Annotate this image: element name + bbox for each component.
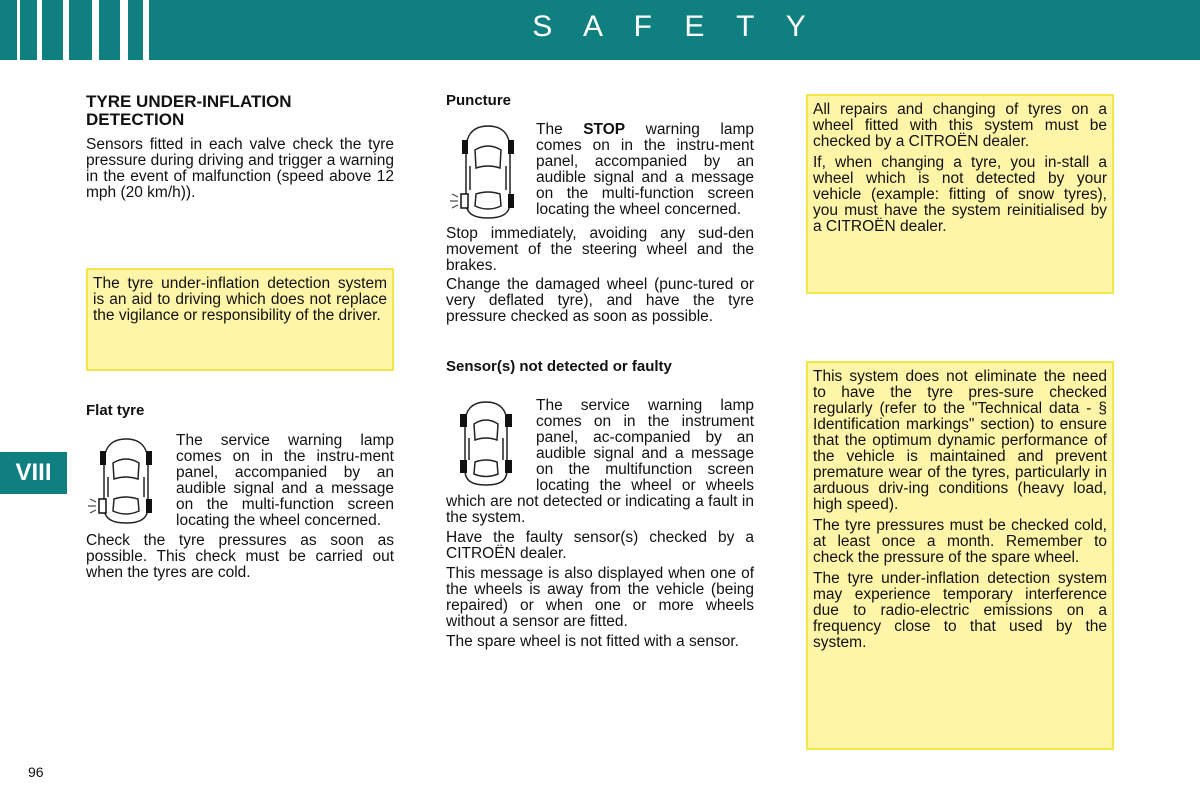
section-heading: TYRE UNDER-INFLATION DETECTION: [86, 92, 292, 129]
chapter-tab: VIII: [0, 452, 67, 494]
sensor-message-text: This message is also displayed when one of the wheels is away from the vehicle (being repaired) or when one or more wheels without a sensor are fitted.: [446, 565, 754, 630]
car-flat-tyre-icon: [86, 433, 166, 527]
puncture-stop-text: Stop immediately, avoiding any sud-den movement of the steering wheel and the brakes.: [446, 225, 754, 274]
sensor-section: [446, 358, 754, 650]
car-sensor-icon: [446, 398, 526, 488]
note-paragraph: This system does not eliminate the need to have the tyre pres-sure checked regularly (refer to the "Technical data - § Identification markings" section) to ensure that the optimum dynamic performance of the vehicle is maintained and prevent premature wear of the tyres, particularly in arduous driv-ing conditions (heavy load, high speed).: [813, 368, 1107, 513]
puncture-text-pre: The: [536, 121, 584, 138]
header-bar: [0, 0, 1200, 60]
flat-tyre-advice: Check the tyre pressures as soon as possible. This check must be carried out when the tyres are cold.: [86, 532, 394, 581]
note-paragraph: The tyre pressures must be checked cold, at least once a month. Remember to check the pressure of the spare wheel.: [813, 517, 1107, 566]
page-title: S A F E T Y: [532, 10, 818, 43]
note-text: The tyre under-inflation detection system is an aid to driving which does not replace the vigilance or responsibility of the driver.: [93, 275, 387, 324]
sensor-heading: Sensor(s) not detected or faulty: [446, 358, 672, 375]
puncture-text-post: warning lamp comes on in the instru-ment panel, accompanied by an audible signal and a message on the multi-function screen locating the wheel concerned.: [536, 121, 754, 218]
spare-wheel-text: The spare wheel is not fitted with a sensor.: [446, 633, 739, 650]
header-stripe: [37, 0, 42, 60]
header-stripe: [92, 0, 99, 60]
sensor-dealer-text: Have the faulty sensor(s) checked by a CITROËN dealer.: [446, 529, 754, 562]
header-stripe: [17, 0, 20, 60]
page-number: 96: [28, 764, 44, 780]
pressure-note: [806, 361, 1114, 750]
sensor-text: The service warning lamp comes on in the instrument panel, ac-companied by an audible signal and a message on the multifunction screen locating the wheel or wheels which are not detected or indicating a fault in the system.: [446, 397, 754, 526]
stop-label: STOP: [583, 121, 626, 138]
left-column: [86, 93, 394, 201]
note-paragraph: If, when changing a tyre, you in-stall a wheel which is not detected by your vehicle (example: fitting of snow tyres), you must have the system reinitialised by a CITROËN dealer.: [813, 154, 1107, 235]
puncture-section: [446, 92, 754, 325]
note-paragraph: All repairs and changing of tyres on a wheel fitted with this system must be checked by a CITROËN dealer.: [813, 101, 1107, 150]
header-stripe: [120, 0, 128, 60]
flat-tyre-section: [86, 402, 394, 581]
note-paragraph: The tyre under-inflation detection system may experience temporary interference due to radio-electric emissions on a frequency close to that used by the system.: [813, 570, 1107, 651]
info-note: [86, 268, 394, 371]
header-stripe: [143, 0, 149, 60]
repairs-note: [806, 94, 1114, 294]
flat-tyre-text: The service warning lamp comes on in the instru-ment panel, accompanied by an audible signal and a message on the multi-function screen locating the wheel concerned.: [176, 432, 394, 529]
puncture-change-text: Change the damaged wheel (punc-tured or very deflated tyre), and have the tyre pressure checked as soon as possible.: [446, 276, 754, 325]
intro-text: Sensors fitted in each valve check the tyre pressure during driving and trigger a warning in the event of malfunction (speed above 12 mph (20 km/h)).: [86, 136, 394, 201]
car-puncture-icon: [446, 122, 526, 222]
header-stripe: [63, 0, 69, 60]
puncture-heading: Puncture: [446, 92, 512, 109]
flat-tyre-heading: Flat tyre: [86, 402, 145, 419]
